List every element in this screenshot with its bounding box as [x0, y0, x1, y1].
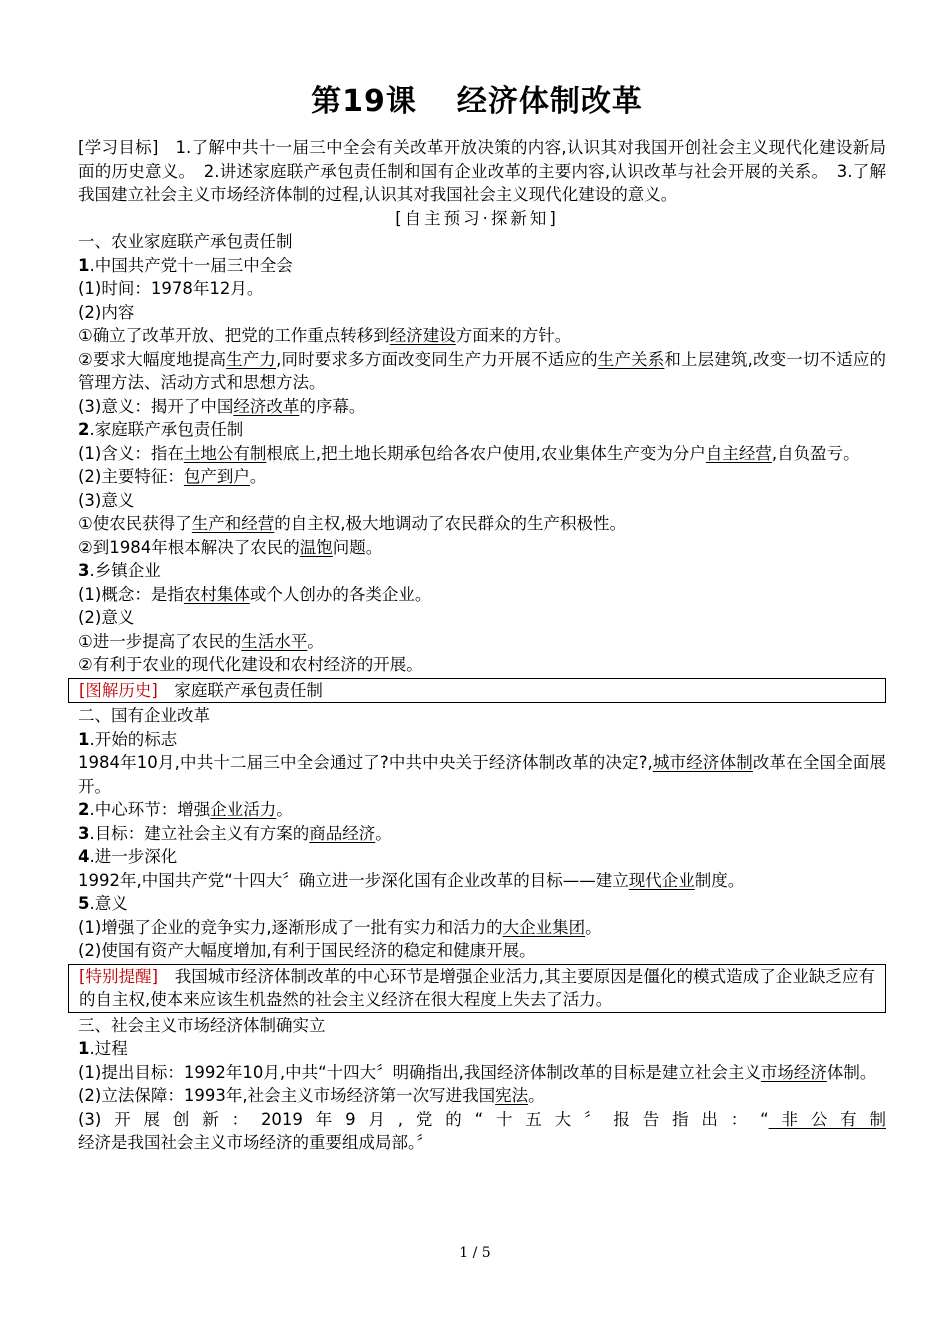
text: ①进一步提高了农民的	[78, 631, 242, 651]
blank: 生活水平	[241, 631, 308, 651]
text: ①确立了改革开放、把党的工作重点转移到	[78, 326, 390, 345]
text: .进一步深化	[89, 847, 178, 866]
num: 4	[78, 847, 90, 866]
s1-point-3	[68, 559, 886, 583]
num: 5	[78, 894, 90, 913]
blank: 城市经济体制	[652, 753, 753, 772]
text: 和上层建筑,改变一切不适应的管理方法、活动方式和思想方法。	[78, 349, 887, 392]
text: (3)开展创新：2019年9月,党的“十五大〞报告指出：“	[78, 1109, 769, 1129]
blank: 大企业集团	[502, 917, 586, 937]
text: ,同时要求多方面改变同生产力开展不适应的	[276, 349, 598, 369]
section-1-heading: 一、农业家庭联产承包责任制	[78, 232, 293, 251]
text: 改革在全国全面展开。	[78, 753, 887, 796]
text: 或个人创办的各类企业。	[249, 584, 432, 604]
blank: 非公有制	[768, 1109, 887, 1129]
text: ②要求大幅度地提高	[78, 349, 227, 369]
blank: 生产关系	[597, 349, 665, 369]
text: 体制。	[826, 1062, 877, 1082]
s3-q3	[68, 1108, 886, 1155]
blank: 温饱	[299, 537, 333, 557]
diagram-label: [图解历史]	[79, 680, 158, 700]
section-2-heading: 二、国有企业改革	[78, 706, 210, 725]
s1-meaning-1	[68, 512, 886, 536]
blank: 包产到户	[183, 467, 250, 486]
lesson-number: 第19课	[311, 84, 417, 119]
num: 2	[78, 800, 90, 819]
page-number: 1 / 5	[459, 1245, 491, 1261]
s3-q1	[68, 1061, 886, 1085]
s1-point-2	[68, 418, 886, 442]
text: .开始的标志	[89, 729, 178, 749]
s1-content-1	[68, 324, 886, 348]
s1-content-2	[68, 348, 886, 395]
text: 。	[276, 800, 293, 819]
goals-text: 1.了解中共十一届三中全会有关改革开放决策的内容,认识其对我国开创社会主义现代化建设新局面的历史意义。 2.讲述家庭联产承包责任制和国有企业改革的主要内容,认识改革与社会开展的关系。 3.了解我国建立社会主义市场经济体制的过程,认识其对我国社会主义现代化建设的意义。	[78, 138, 886, 204]
text: (1)含义：指在	[78, 443, 184, 463]
text: .家庭联产承包责任制	[89, 420, 244, 439]
num: 1	[78, 1039, 90, 1058]
s1-point-1	[68, 254, 886, 278]
text: 的自主权,极大地调动了农民群众的生产积极性。	[274, 514, 627, 533]
text: 经济是我国社会主义市场经济的重要组成局部。〞	[78, 1133, 433, 1152]
s3-point-1	[68, 1037, 886, 1061]
diagram-box	[68, 678, 886, 704]
text: ,自负盈亏。	[771, 443, 860, 463]
text: 。	[249, 467, 267, 486]
blank: 市场经济	[760, 1062, 827, 1082]
text: .目标：建立社会主义有方案的	[89, 823, 310, 843]
s2-point-3	[68, 822, 886, 846]
blank: 宪法	[495, 1086, 529, 1105]
blank: 商品经济	[309, 823, 376, 843]
text: 。	[307, 631, 324, 651]
blank: 生产和经营	[191, 514, 275, 533]
s2-point-5-2: (2)使国有资产大幅度增加,有利于国民经济的稳定和健康开展。	[78, 941, 536, 960]
text: 方面来的方针。	[455, 326, 572, 345]
num: 2	[78, 420, 90, 439]
text: 制度。	[694, 870, 745, 890]
page-title	[68, 76, 886, 120]
blank: 生产力	[226, 349, 277, 369]
blank: 土地公有制	[183, 443, 267, 463]
s1-sig3-1	[68, 630, 886, 654]
text: 。	[585, 917, 602, 937]
tip-label: [特别提醒]	[79, 966, 159, 986]
s2-point-1	[68, 728, 886, 752]
blank: 经济建设	[389, 326, 456, 345]
s2-point-2	[68, 798, 886, 822]
blank: 现代企业	[628, 870, 695, 890]
blank: 农村集体	[183, 584, 250, 604]
blank: 企业活力	[210, 800, 277, 819]
text: .意义	[89, 894, 128, 913]
num: 3	[78, 561, 90, 580]
s2-point-5	[68, 892, 886, 916]
section-3-heading: 三、社会主义市场经济体制确实立	[78, 1015, 326, 1035]
s1-significance	[68, 395, 886, 419]
s1-meaning-2	[68, 536, 886, 560]
s1-content-label: (2)内容	[78, 302, 135, 322]
text: .过程	[89, 1039, 128, 1058]
text: ①使农民获得了	[78, 514, 192, 533]
text: (2)主要特征：	[78, 467, 184, 486]
num: 3	[78, 823, 90, 843]
text: 问题。	[332, 537, 383, 557]
s1-time: (1)时间：1978年12月。	[78, 279, 264, 298]
text: 1984年10月,中共十二届三中全会通过了?中共中央关于经济体制改革的决定?,	[78, 753, 653, 772]
s1-feature	[68, 465, 886, 489]
num: 1	[78, 729, 90, 749]
s1-definition	[68, 442, 886, 466]
text: (3)意义：揭开了中国	[78, 396, 234, 416]
text: .乡镇企业	[89, 561, 161, 580]
learning-goals	[68, 136, 886, 207]
text: (1)概念：是指	[78, 584, 184, 604]
s2-point-4-body	[68, 869, 886, 893]
text: (2)立法保障：1993年,社会主义市场经济第一次写进我国	[78, 1086, 496, 1105]
text: (1)增强了企业的竞争实力,逐渐形成了一批有实力和活力的	[78, 917, 503, 937]
text: .中心环节：增强	[89, 800, 211, 819]
text: .中国共产党十一届三中全会	[89, 255, 293, 275]
s1-meaning-label: (3)意义	[78, 490, 135, 510]
preview-heading: [自主预习·探新知]	[395, 208, 559, 228]
diagram-text: 家庭联产承包责任制	[174, 680, 323, 700]
num: 1	[78, 255, 90, 275]
blank: 经济改革	[233, 396, 300, 416]
document-page	[68, 70, 886, 1155]
s1-sig3-2: ②有利于农业的现代化建设和农村经济的开展。	[78, 655, 423, 674]
text: ②到1984年根本解决了农民的	[78, 537, 300, 557]
text: 。	[528, 1086, 545, 1105]
text: 。	[375, 823, 392, 843]
blank: 自主经营	[705, 443, 772, 463]
text: 的序幕。	[299, 396, 366, 416]
goals-label: [学习目标]	[78, 138, 159, 157]
s3-q2	[68, 1084, 886, 1108]
text: 1992年,中国共产党“十四大〞确立进一步深化国有企业改革的目标——建立	[78, 870, 629, 890]
s2-point-4	[68, 845, 886, 869]
text: 根底上,把土地长期承包给各农户使用,农业集体生产变为分户	[266, 443, 706, 463]
s1-sig3-label: (2)意义	[78, 608, 135, 627]
tip-text: 我国城市经济体制改革的中心环节是增强企业活力,其主要原因是僵化的模式造成了企业缺乏应有的自主权,使本来应该生机盎然的社会主义经济在很大程度上失去了活力。	[79, 966, 876, 1009]
s2-point-5-1	[68, 916, 886, 940]
s1-concept	[68, 583, 886, 607]
lesson-name: 经济体制改革	[456, 84, 643, 119]
s2-point-1-body	[68, 751, 886, 798]
text: (1)提出目标：1992年10月,中共“十四大〞明确指出,我国经济体制改革的目标是建立社会主义	[78, 1062, 761, 1082]
tip-box	[68, 964, 886, 1013]
